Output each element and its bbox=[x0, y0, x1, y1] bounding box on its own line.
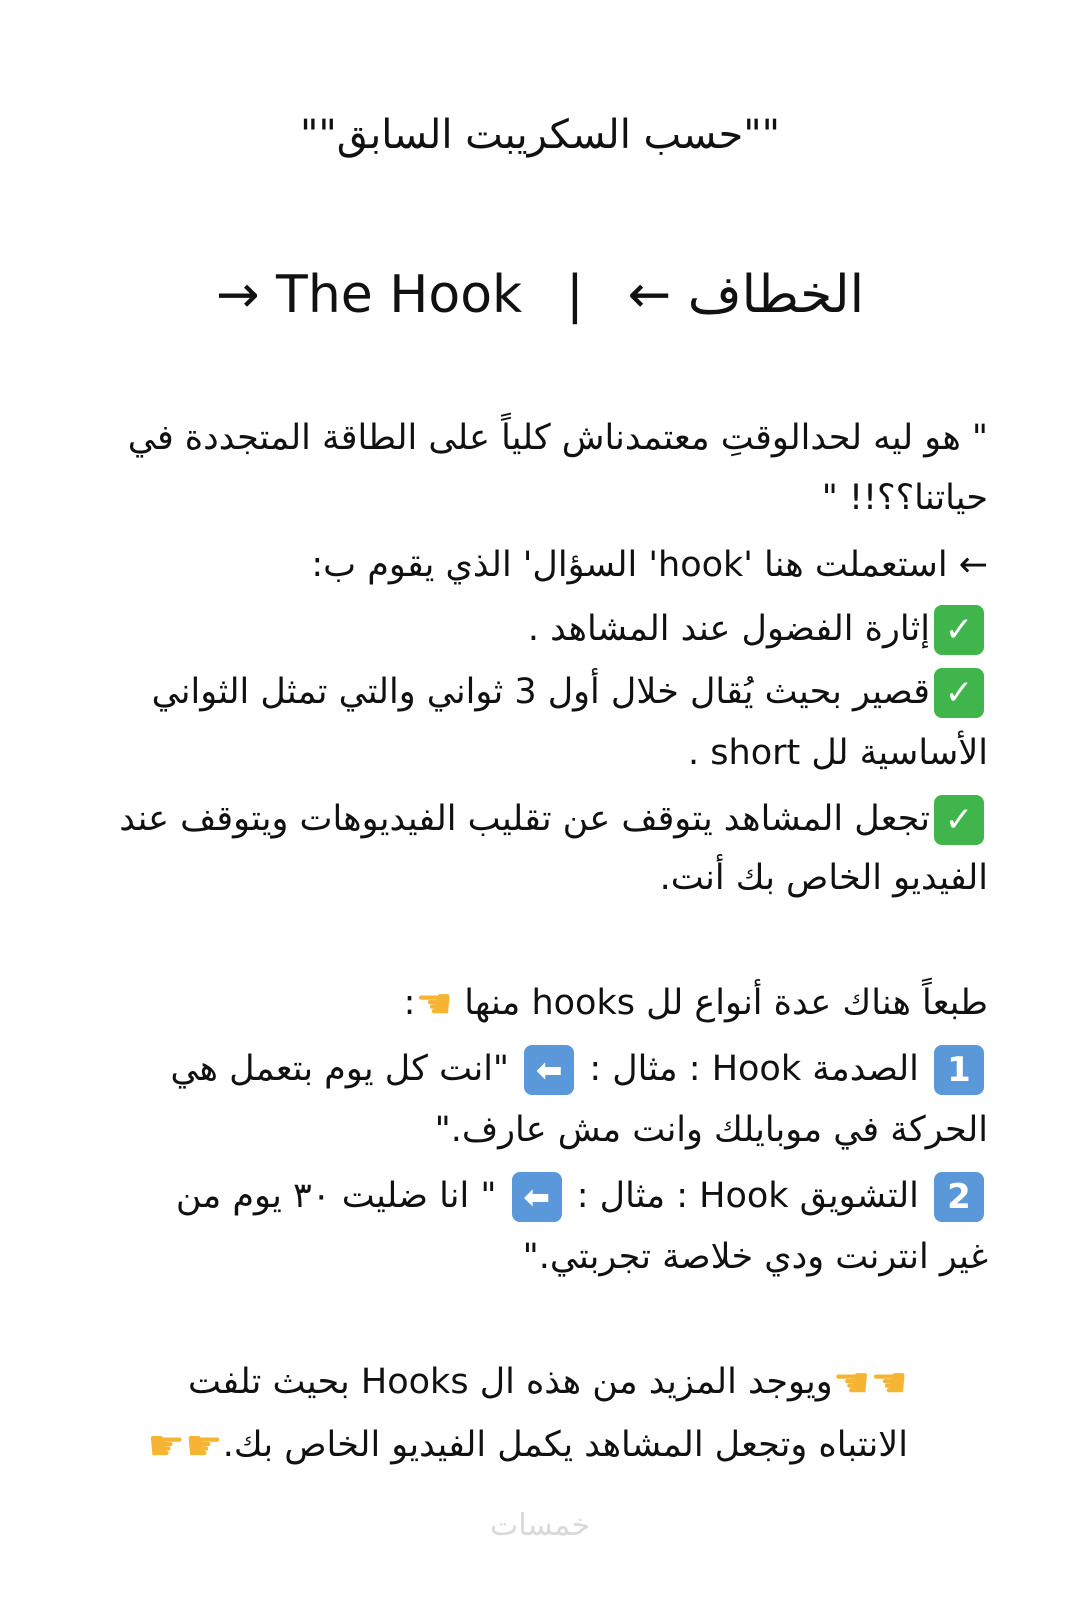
hook-heading bbox=[0, 265, 1080, 325]
keycap-1-icon: 1 bbox=[934, 1045, 984, 1095]
hook-type-1 bbox=[170, 1045, 988, 1095]
hook-heading-separator: | bbox=[566, 265, 584, 325]
keycap-2-icon: 2 bbox=[934, 1172, 984, 1222]
backhand-index-pointing-left-icon: ☚ bbox=[415, 979, 454, 1028]
types-intro-colon: : bbox=[403, 983, 416, 1023]
closing-line-1 bbox=[187, 1358, 908, 1407]
hook-type-2 bbox=[176, 1172, 988, 1222]
watermark-logo: خمسات bbox=[489, 1508, 591, 1543]
check-mark-button-icon: ✓ bbox=[934, 605, 984, 655]
back-arrow-icon: ⬅ bbox=[524, 1045, 574, 1095]
benefit-text-2: قصير بحيث يُقال خلال أول 3 ثواني والتي تمثل الثواني bbox=[151, 672, 930, 712]
hook-type-2-continued: غير انترنت ودي خلاصة تجربتي." bbox=[522, 1237, 988, 1277]
backhand-index-pointing-right-icon: ☛ bbox=[185, 1421, 223, 1470]
check-mark-button-icon: ✓ bbox=[934, 795, 984, 845]
hook-intro: ← استعملت هنا 'hook' السؤال' الذي يقوم ب: bbox=[311, 545, 988, 585]
closing-text-1: ويوجد المزيد من هذه ال Hooks بحيث تلفت bbox=[187, 1362, 833, 1402]
hook-type-2-label: التشويق Hook : مثال : bbox=[576, 1176, 919, 1216]
benefit-text-3-continued: الفيديو الخاص بك أنت. bbox=[659, 858, 988, 898]
hook-type-1-label: الصدمة Hook : مثال : bbox=[589, 1049, 919, 1089]
hook-type-2-example: " انا ضليت ٣٠ يوم من bbox=[175, 1176, 497, 1216]
backhand-index-pointing-right-icon: ☛ bbox=[147, 1421, 186, 1470]
benefit-text-3: تجعل المشاهد يتوقف عن تقليب الفيديوهات ويتوقف عند bbox=[119, 799, 930, 839]
hook-type-1-example: "انت كل يوم بتعمل هي bbox=[170, 1049, 510, 1089]
backhand-index-pointing-left-icon: ☚ bbox=[832, 1358, 871, 1407]
back-arrow-icon: ⬅ bbox=[512, 1172, 562, 1222]
document-title: ""حسب السكريبت السابق"" bbox=[300, 112, 780, 158]
benefit-text-1: إثارة الفضول عند المشاهد . bbox=[527, 609, 930, 649]
hook-heading-arabic: الخطاف ← bbox=[627, 265, 865, 325]
types-intro bbox=[403, 979, 988, 1028]
hook-heading-english: → The Hook bbox=[215, 265, 523, 325]
types-intro-text: طبعاً هناك عدة أنواع لل hooks منها bbox=[464, 983, 988, 1023]
benefit-item-1 bbox=[528, 605, 988, 655]
backhand-index-pointing-left-icon: ☚ bbox=[870, 1358, 908, 1407]
benefit-item-3 bbox=[119, 795, 988, 845]
hook-type-1-continued: الحركة في موبايلك وانت مش عارف." bbox=[434, 1110, 988, 1150]
question-line-2: حياتنا؟؟!! " bbox=[821, 478, 988, 518]
closing-line-2 bbox=[147, 1421, 908, 1470]
benefit-item-2 bbox=[152, 668, 988, 718]
benefit-text-2-continued: الأساسية لل short . bbox=[688, 733, 988, 773]
closing-text-2: الانتباه وتجعل المشاهد يكمل الفيديو الخاص بك. bbox=[222, 1425, 908, 1465]
check-mark-button-icon: ✓ bbox=[934, 668, 984, 718]
question-line-1: " هو ليه لحدالوقتِ معتمدناش كلياً على الطاقة المتجددة في bbox=[127, 418, 988, 458]
